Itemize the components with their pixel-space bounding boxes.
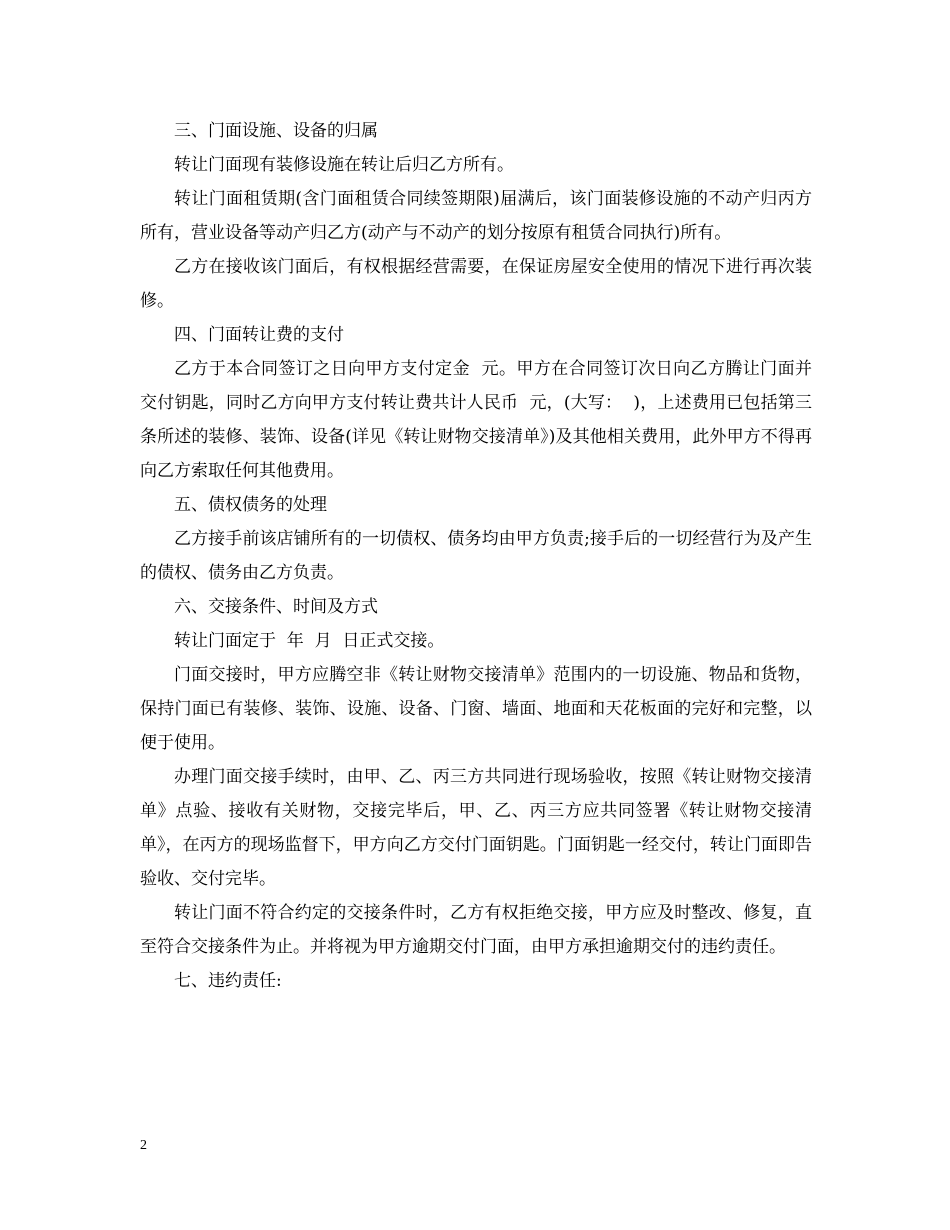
section-heading-breach: 七、违约责任: bbox=[174, 971, 282, 991]
paragraph: 门面交接时，甲方应腾空非《转让财物交接清单》范围内的一切设施、物品和货物，保持门面已有装修、装饰、设施、设备、门窗、墙面、地面和天花板面的完好和完整，以便于使用。 bbox=[140, 665, 812, 753]
paragraph: 乙方于本合同签订之日向甲方支付定金 元。甲方在合同签订次日向乙方腾让门面并交付钥匙，同时乙方向甲方支付转让费共计人民币 元，(大写： )，上述费用已包括第三条所述的装修、装饰、设备(详见《转让财物交接清单》)及其他相关费用，此外甲方不得再向乙方索取任何其他费用。 bbox=[140, 359, 812, 481]
section-heading-debts: 五、债权债务的处理 bbox=[174, 495, 327, 515]
paragraph: 转让门面定于 年 月 日正式交接。 bbox=[174, 631, 445, 651]
paragraph: 转让门面现有装修设施在转让后归乙方所有。 bbox=[174, 155, 514, 175]
paragraph: 办理门面交接手续时，由甲、乙、丙三方共同进行现场验收，按照《转让财物交接清单》点验、接收有关财物，交接完毕后，甲、乙、丙三方应共同签署《转让财物交接清单》，在丙方的现场监督下，甲方向乙方交付门面钥匙。门面钥匙一经交付，转让门面即告验收、交付完毕。 bbox=[140, 767, 812, 889]
paragraph: 乙方在接收该门面后，有权根据经营需要，在保证房屋安全使用的情况下进行再次装修。 bbox=[140, 257, 812, 311]
document-body bbox=[140, 114, 812, 998]
paragraph: 乙方接手前该店铺所有的一切债权、债务均由甲方负责;接手后的一切经营行为及产生的债权、债务由乙方负责。 bbox=[140, 529, 812, 583]
section-heading-payment: 四、门面转让费的支付 bbox=[174, 325, 344, 345]
section-heading-handover: 六、交接条件、时间及方式 bbox=[174, 597, 378, 617]
paragraph: 转让门面租赁期(含门面租赁合同续签期限)届满后，该门面装修设施的不动产归丙方所有，营业设备等动产归乙方(动产与不动产的划分按原有租赁合同执行)所有。 bbox=[140, 189, 812, 243]
paragraph: 转让门面不符合约定的交接条件时，乙方有权拒绝交接，甲方应及时整改、修复，直至符合交接条件为止。并将视为甲方逾期交付门面，由甲方承担逾期交付的违约责任。 bbox=[140, 903, 812, 957]
page-number: 2 bbox=[140, 1138, 147, 1153]
section-heading-facilities: 三、门面设施、设备的归属 bbox=[174, 121, 378, 141]
